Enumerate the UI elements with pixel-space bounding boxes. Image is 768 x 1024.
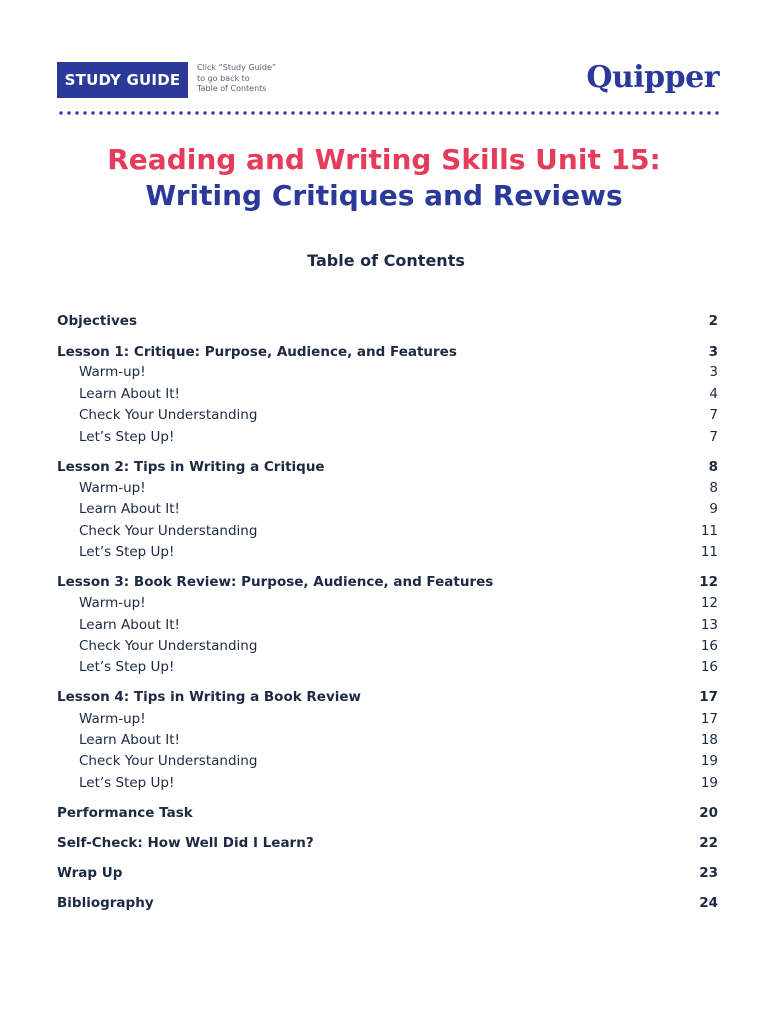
toc-entry-page: 11 bbox=[700, 523, 718, 539]
quipper-logo: Quipper bbox=[586, 60, 719, 95]
toc-entry-page: 19 bbox=[700, 753, 718, 769]
toc-entry-page: 8 bbox=[708, 459, 718, 475]
toc-entry-label: Warm-up! bbox=[79, 711, 146, 727]
toc-entry-lesson-1[interactable] bbox=[57, 342, 718, 362]
toc-entry-label: Check Your Understanding bbox=[79, 523, 258, 539]
toc-entry-lesson-2[interactable] bbox=[57, 457, 718, 477]
study-guide-hint bbox=[197, 63, 276, 95]
toc-subentry[interactable] bbox=[57, 773, 718, 793]
hint-line: Table of Contents bbox=[197, 84, 267, 93]
toc-subentry[interactable] bbox=[57, 709, 718, 729]
toc-entry-label: Lesson 3: Book Review: Purpose, Audience, and Features bbox=[57, 574, 494, 590]
toc-entry-label: Check Your Understanding bbox=[79, 638, 258, 654]
toc-entry-label: Warm-up! bbox=[79, 364, 146, 380]
dotted-divider bbox=[57, 111, 719, 115]
toc-entry-page: 13 bbox=[700, 617, 718, 633]
title-line-1: Reading and Writing Skills Unit 15: bbox=[107, 143, 661, 176]
toc-entry-page: 7 bbox=[709, 407, 718, 423]
toc-entry-page: 8 bbox=[709, 480, 718, 496]
toc-subentry[interactable] bbox=[57, 384, 718, 404]
toc-heading: Table of Contents bbox=[307, 251, 465, 270]
toc-entry-page: 17 bbox=[700, 711, 718, 727]
header bbox=[57, 62, 719, 102]
toc-entry-label: Learn About It! bbox=[79, 501, 180, 517]
toc-entry-label: Learn About It! bbox=[79, 617, 180, 633]
study-guide-button[interactable]: STUDY GUIDE bbox=[57, 62, 188, 98]
toc-subentry[interactable] bbox=[57, 751, 718, 771]
toc-entry-page: 16 bbox=[700, 638, 718, 654]
toc-entry-page: 3 bbox=[708, 344, 718, 360]
toc-subentry[interactable] bbox=[57, 499, 718, 519]
page-title bbox=[0, 142, 768, 214]
toc-subentry[interactable] bbox=[57, 593, 718, 613]
toc-subentry[interactable] bbox=[57, 405, 718, 425]
toc-entry-label: Performance Task bbox=[57, 805, 193, 821]
toc-entry-label: Lesson 4: Tips in Writing a Book Review bbox=[57, 689, 362, 705]
hint-line: Click “Study Guide” bbox=[197, 63, 277, 72]
toc-entry-lesson-4[interactable] bbox=[57, 687, 718, 707]
toc-entry-label: Warm-up! bbox=[79, 595, 146, 611]
toc-entry-page: 17 bbox=[699, 689, 718, 705]
toc-entry-performance-task[interactable] bbox=[57, 803, 718, 823]
toc-subentry[interactable] bbox=[57, 542, 718, 562]
toc-entry-label: Bibliography bbox=[57, 895, 154, 911]
toc-entry-page: 9 bbox=[709, 501, 718, 517]
toc-entry-page: 2 bbox=[708, 313, 718, 329]
toc-entry-bibliography[interactable] bbox=[57, 893, 718, 913]
toc-entry-label: Let’s Step Up! bbox=[79, 544, 175, 560]
toc-entry-label: Lesson 2: Tips in Writing a Critique bbox=[57, 459, 325, 475]
toc-entry-label: Check Your Understanding bbox=[79, 407, 258, 423]
toc-entry-wrap-up[interactable] bbox=[57, 863, 718, 883]
toc-subentry[interactable] bbox=[57, 636, 718, 656]
toc-entry-page: 4 bbox=[709, 386, 718, 402]
toc-subentry[interactable] bbox=[57, 615, 718, 635]
toc-entry-page: 23 bbox=[699, 865, 718, 881]
toc-entry-self-check[interactable] bbox=[57, 833, 718, 853]
toc-entry-page: 11 bbox=[700, 544, 718, 560]
toc-entry-page: 22 bbox=[699, 835, 718, 851]
toc-subentry[interactable] bbox=[57, 521, 718, 541]
toc-entry-page: 12 bbox=[700, 595, 718, 611]
toc-entry-page: 3 bbox=[709, 364, 718, 380]
toc-entry-label: Check Your Understanding bbox=[79, 753, 258, 769]
toc-subentry[interactable] bbox=[57, 730, 718, 750]
toc-subentry[interactable] bbox=[57, 427, 718, 447]
toc-entry-label: Wrap Up bbox=[57, 865, 123, 881]
toc-entry-label: Objectives bbox=[57, 313, 137, 329]
toc-entry-objectives[interactable] bbox=[57, 311, 718, 331]
toc-entry-lesson-3[interactable] bbox=[57, 572, 718, 592]
toc-entry-label: Let’s Step Up! bbox=[79, 775, 175, 791]
toc-entry-page: 12 bbox=[699, 574, 718, 590]
toc-subentry[interactable] bbox=[57, 657, 718, 677]
toc-entry-page: 7 bbox=[709, 429, 718, 445]
hint-line: to go back to bbox=[197, 73, 250, 83]
title-line-2: Writing Critiques and Reviews bbox=[145, 179, 623, 212]
toc-entry-label: Let’s Step Up! bbox=[79, 429, 175, 445]
toc-entry-page: 19 bbox=[700, 775, 718, 791]
toc-subentry[interactable] bbox=[57, 362, 718, 382]
toc-entry-label: Lesson 1: Critique: Purpose, Audience, and Features bbox=[57, 344, 457, 360]
toc-entry-page: 20 bbox=[699, 805, 718, 821]
toc-subentry[interactable] bbox=[57, 478, 718, 498]
toc-entry-label: Self-Check: How Well Did I Learn? bbox=[57, 835, 314, 851]
toc-entry-label: Learn About It! bbox=[79, 386, 180, 402]
toc-entry-page: 18 bbox=[700, 732, 718, 748]
toc-entry-label: Learn About It! bbox=[79, 732, 180, 748]
toc-entry-label: Warm-up! bbox=[79, 480, 146, 496]
toc-entry-label: Let’s Step Up! bbox=[79, 659, 175, 675]
toc-entry-page: 16 bbox=[700, 659, 718, 675]
toc-entry-page: 24 bbox=[699, 895, 718, 911]
